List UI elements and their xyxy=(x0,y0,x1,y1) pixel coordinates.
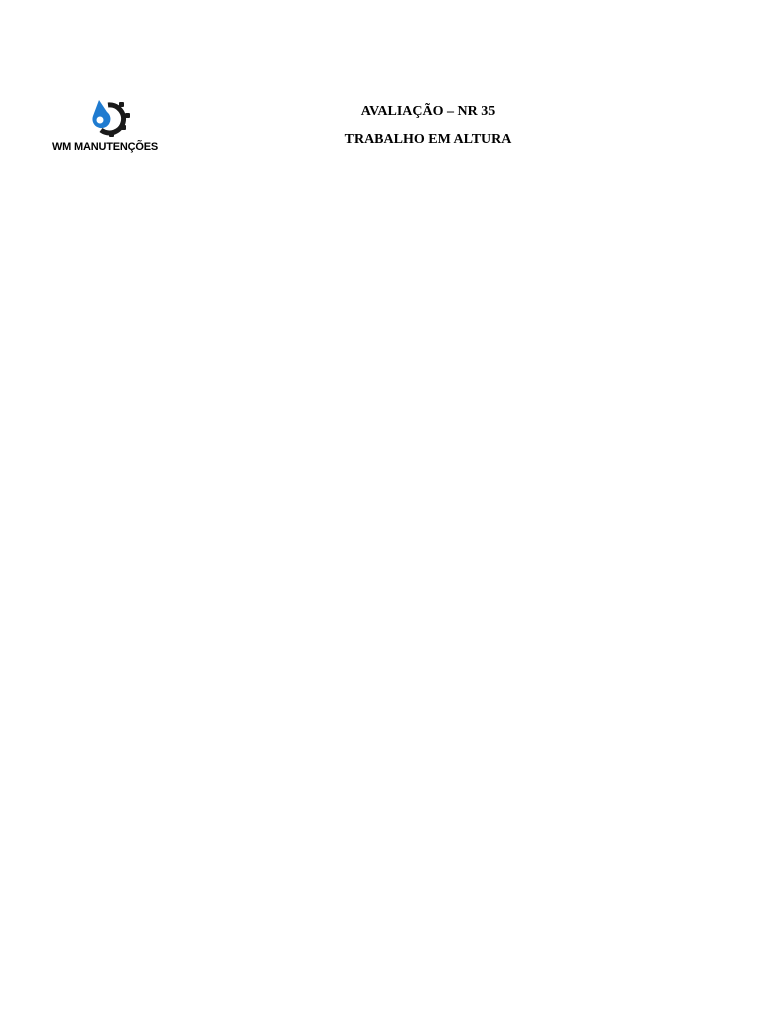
document-header xyxy=(0,90,768,170)
company-logo-text: WM MANUTENÇÕES xyxy=(52,141,158,153)
document-subtitle: TRABALHO EM ALTURA xyxy=(344,132,512,147)
gear-logo-icon xyxy=(88,96,132,140)
company-logo xyxy=(52,96,182,160)
document-title: AVALIAÇÃO – NR 35 xyxy=(360,104,496,119)
